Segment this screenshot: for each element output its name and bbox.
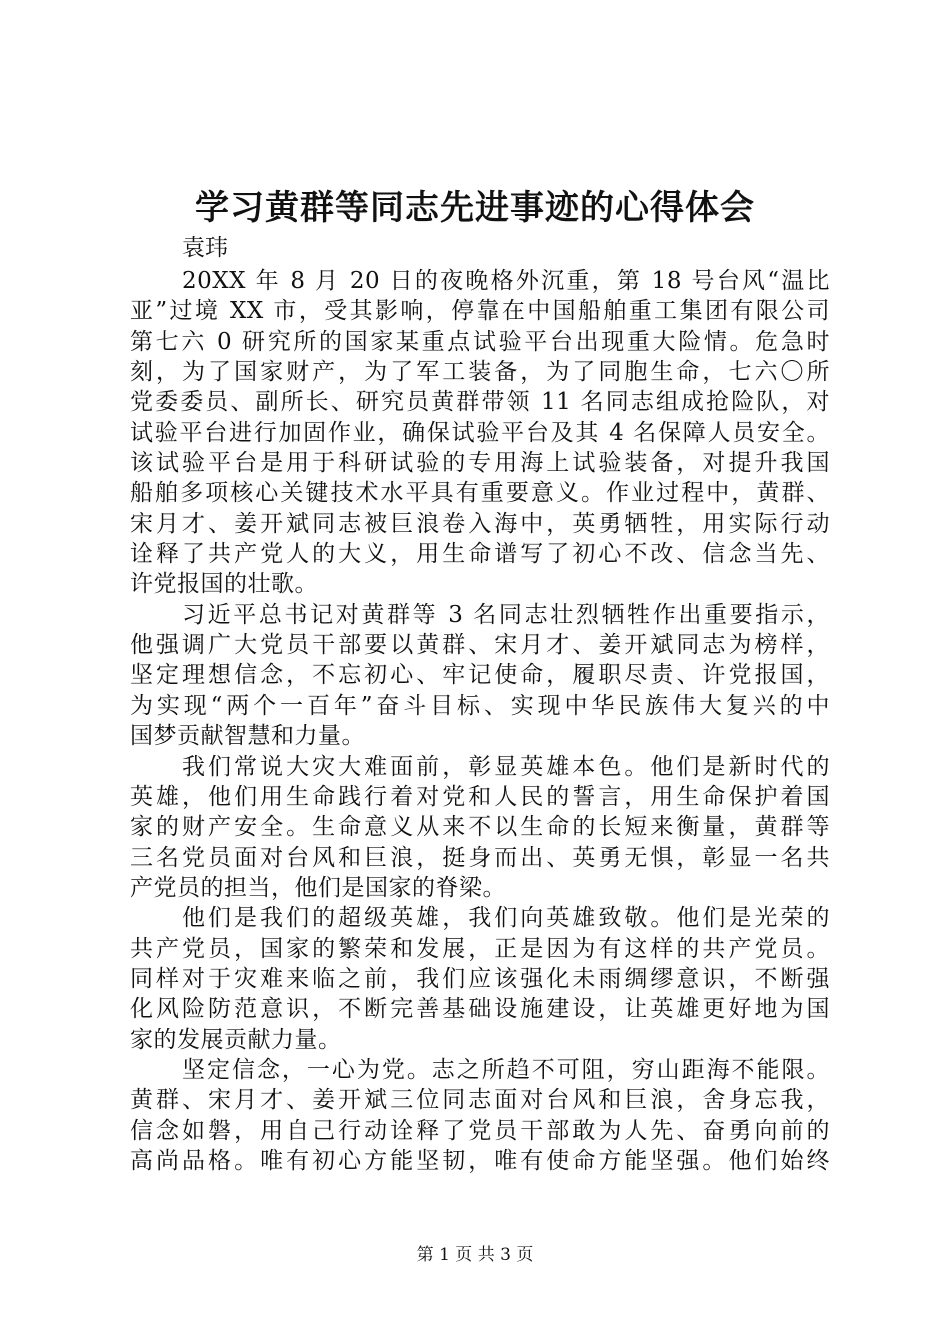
body-line: 国梦贡献智慧和力量。 [130, 723, 365, 750]
body-line: 他强调广大党员干部要以黄群、宋月才、姜开斌同志为榜样， [130, 632, 830, 659]
body-line: 三名党员面对台风和巨浪，挺身而出、英勇无惧，彰显一名共 [130, 844, 830, 871]
page-footer: 第 1 页 共 3 页 [416, 1245, 534, 1265]
body-line: 信念如磐，用自己行动诠释了党员干部敢为人先、奋勇向前的 [130, 1117, 830, 1144]
document-title: 学习黄群等同志先进事迹的心得体会 [195, 188, 755, 228]
body-line: 同样对于灾难来临之前，我们应该强化未雨绸缪意识，不断强 [130, 965, 830, 992]
body-line: 第七六 0 研究所的国家某重点试验平台出现重大险情。危急时 [130, 328, 830, 355]
body-line: 该试验平台是用于科研试验的专用海上试验装备，对提升我国 [130, 450, 830, 477]
body-line: 为实现“两个一百年”奋斗目标、实现中华民族伟大复兴的中 [130, 692, 830, 719]
body-line: 党委委员、副所长、研究员黄群带领 11 名同志组成抢险队，对 [130, 389, 830, 416]
body-line: 家的发展贡献力量。 [130, 1026, 342, 1053]
body-line: 英雄，他们用生命践行着对党和人民的誓言，用生命保护着国 [130, 783, 830, 810]
body-line: 共产党员，国家的繁荣和发展，正是因为有这样的共产党员。 [130, 935, 830, 962]
body-line: 许党报国的壮歌。 [130, 571, 318, 598]
body-line: 试验平台进行加固作业，确保试验平台及其 4 名保障人员安全。 [130, 419, 830, 446]
body-line: 化风险防范意识，不断完善基础设施建设，让英雄更好地为国 [130, 996, 830, 1023]
body-line: 产党员的担当，他们是国家的脊梁。 [130, 874, 506, 901]
body-line: 刻，为了国家财产，为了军工装备，为了同胞生命，七六〇所 [130, 359, 830, 386]
document-body [130, 266, 830, 1176]
body-line: 习近平总书记对黄群等 3 名同志壮烈牺牲作出重要指示， [182, 601, 830, 628]
body-line: 诠释了共产党人的大义，用生命谱写了初心不改、信念当先、 [130, 541, 830, 568]
body-line: 宋月才、姜开斌同志被巨浪卷入海中，英勇牺牲，用实际行动 [130, 510, 830, 537]
body-line: 我们常说大灾大难面前，彰显英雄本色。他们是新时代的 [182, 753, 830, 780]
body-line: 家的财产安全。生命意义从来不以生命的长短来衡量，黄群等 [130, 814, 830, 841]
body-line: 高尚品格。唯有初心方能坚韧，唯有使命方能坚强。他们始终 [130, 1147, 830, 1174]
body-line: 黄群、宋月才、姜开斌三位同志面对台风和巨浪，舍身忘我， [130, 1087, 830, 1114]
body-line: 他们是我们的超级英雄，我们向英雄致敬。他们是光荣的 [182, 905, 830, 932]
body-line: 船舶多项核心关键技术水平具有重要意义。作业过程中，黄群、 [130, 480, 830, 507]
body-line: 坚定信念，一心为党。志之所趋不可阻，穷山距海不能限。 [182, 1056, 830, 1083]
body-line: 坚定理想信念，不忘初心、牢记使命，履职尽责、许党报国， [130, 662, 830, 689]
author-name: 袁玮 [182, 235, 228, 261]
body-line: 亚”过境 XX 市，受其影响，停靠在中国船舶重工集团有限公司 [130, 298, 830, 325]
body-line: 20XX 年 8 月 20 日的夜晚格外沉重，第 18 号台风“温比 [182, 268, 830, 294]
